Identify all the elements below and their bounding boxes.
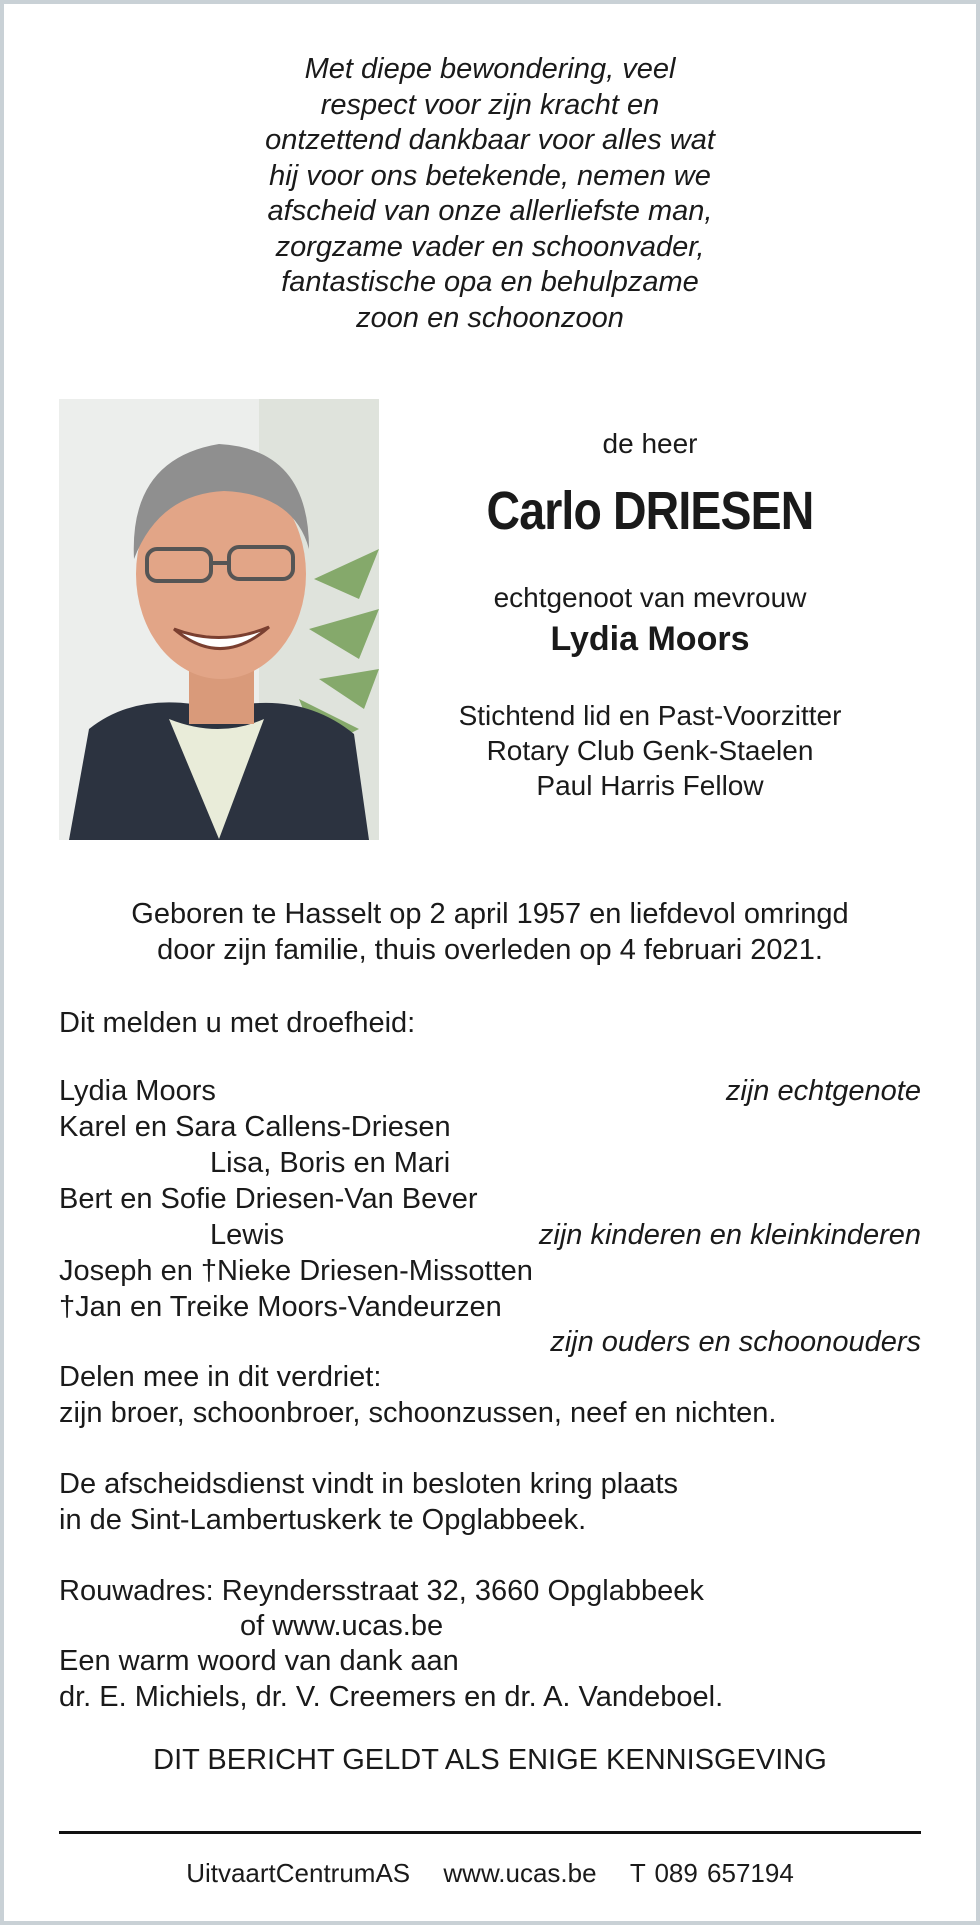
address-line: Rouwadres: Reyndersstraat 32, 3660 Opglabbeek <box>59 1575 704 1607</box>
family-parents-1: Joseph en †Nieke Driesen-Missotten <box>59 1255 533 1287</box>
thanks-line: dr. E. Michiels, dr. V. Creemers en dr. A. Vandeboel. <box>59 1681 724 1713</box>
intro-text <box>120 52 860 336</box>
share-intro: Delen mee in dit verdriet: <box>59 1361 382 1393</box>
share-family: zijn broer, schoonbroer, schoonzussen, neef en nichten. <box>59 1397 777 1429</box>
family-child-2: Bert en Sofie Driesen-Van Bever <box>59 1183 478 1215</box>
club-line: Stichtend lid en Past-Voorzitter <box>458 700 842 731</box>
thanks-line: Een warm woord van dank aan <box>59 1645 459 1677</box>
family-parents-2: †Jan en Treike Moors-Vandeurzen <box>59 1291 502 1323</box>
family-spouse: Lydia Moors <box>59 1075 216 1107</box>
intro-line: Met diepe bewondering, veel <box>304 53 676 85</box>
intro-line: ontzettend dankbaar voor alles wat <box>265 124 715 156</box>
footer-divider <box>59 1831 921 1834</box>
relation-spouse: zijn echtgenote <box>725 1075 921 1107</box>
footer-company: UitvaartCentrumAS <box>186 1858 411 1888</box>
family-grandchildren-1: Lisa, Boris en Mari <box>210 1147 451 1179</box>
family-grandchildren-2: Lewis <box>210 1219 285 1251</box>
announce-intro: Dit melden u met droefheid: <box>59 1007 416 1039</box>
footer <box>60 1858 920 1889</box>
spouse-label: echtgenoot van mevrouw <box>493 582 807 613</box>
intro-line: hij voor ons betekende, nemen we <box>269 159 711 192</box>
intro-line: zoon en schoonzoon <box>356 301 624 334</box>
relation-children: zijn kinderen en kleinkinderen <box>538 1219 921 1251</box>
service-line: in de Sint-Lambertuskerk te Opglabbeek. <box>59 1504 587 1536</box>
service-line: De afscheidsdienst vindt in besloten kring plaats <box>59 1468 679 1500</box>
portrait-photo <box>59 399 379 840</box>
address-alt: of www.ucas.be <box>240 1610 444 1642</box>
birth-line: door zijn familie, thuis overleden op 4 februari 2021. <box>157 934 823 966</box>
birth-line: Geboren te Hasselt op 2 april 1957 en liefdevol omringd <box>131 898 849 930</box>
deceased-name: Carlo DRIESEN <box>486 481 814 541</box>
relation-parents: zijn ouders en schoonouders <box>550 1326 921 1358</box>
intro-line: zorgzame vader en schoonvader, <box>275 230 705 263</box>
club-affiliation <box>380 698 920 803</box>
intro-line: afscheid van onze allerliefste man, <box>267 195 713 227</box>
footer-website: www.ucas.be <box>443 1858 597 1888</box>
spouse-name: Lydia Moors <box>550 620 750 658</box>
footer-phone: T 089 657194 <box>629 1858 794 1888</box>
club-line: Paul Harris Fellow <box>536 770 764 801</box>
intro-line: respect voor zijn kracht en <box>320 88 660 121</box>
notice-text: DIT BERICHT GELDT ALS ENIGE KENNISGEVING <box>153 1744 827 1776</box>
honorific: de heer <box>602 428 698 459</box>
club-line: Rotary Club Genk-Staelen <box>486 735 814 766</box>
birth-death-text <box>60 896 920 968</box>
intro-line: fantastische opa en behulpzame <box>281 266 699 298</box>
family-child-1: Karel en Sara Callens-Driesen <box>59 1111 451 1143</box>
